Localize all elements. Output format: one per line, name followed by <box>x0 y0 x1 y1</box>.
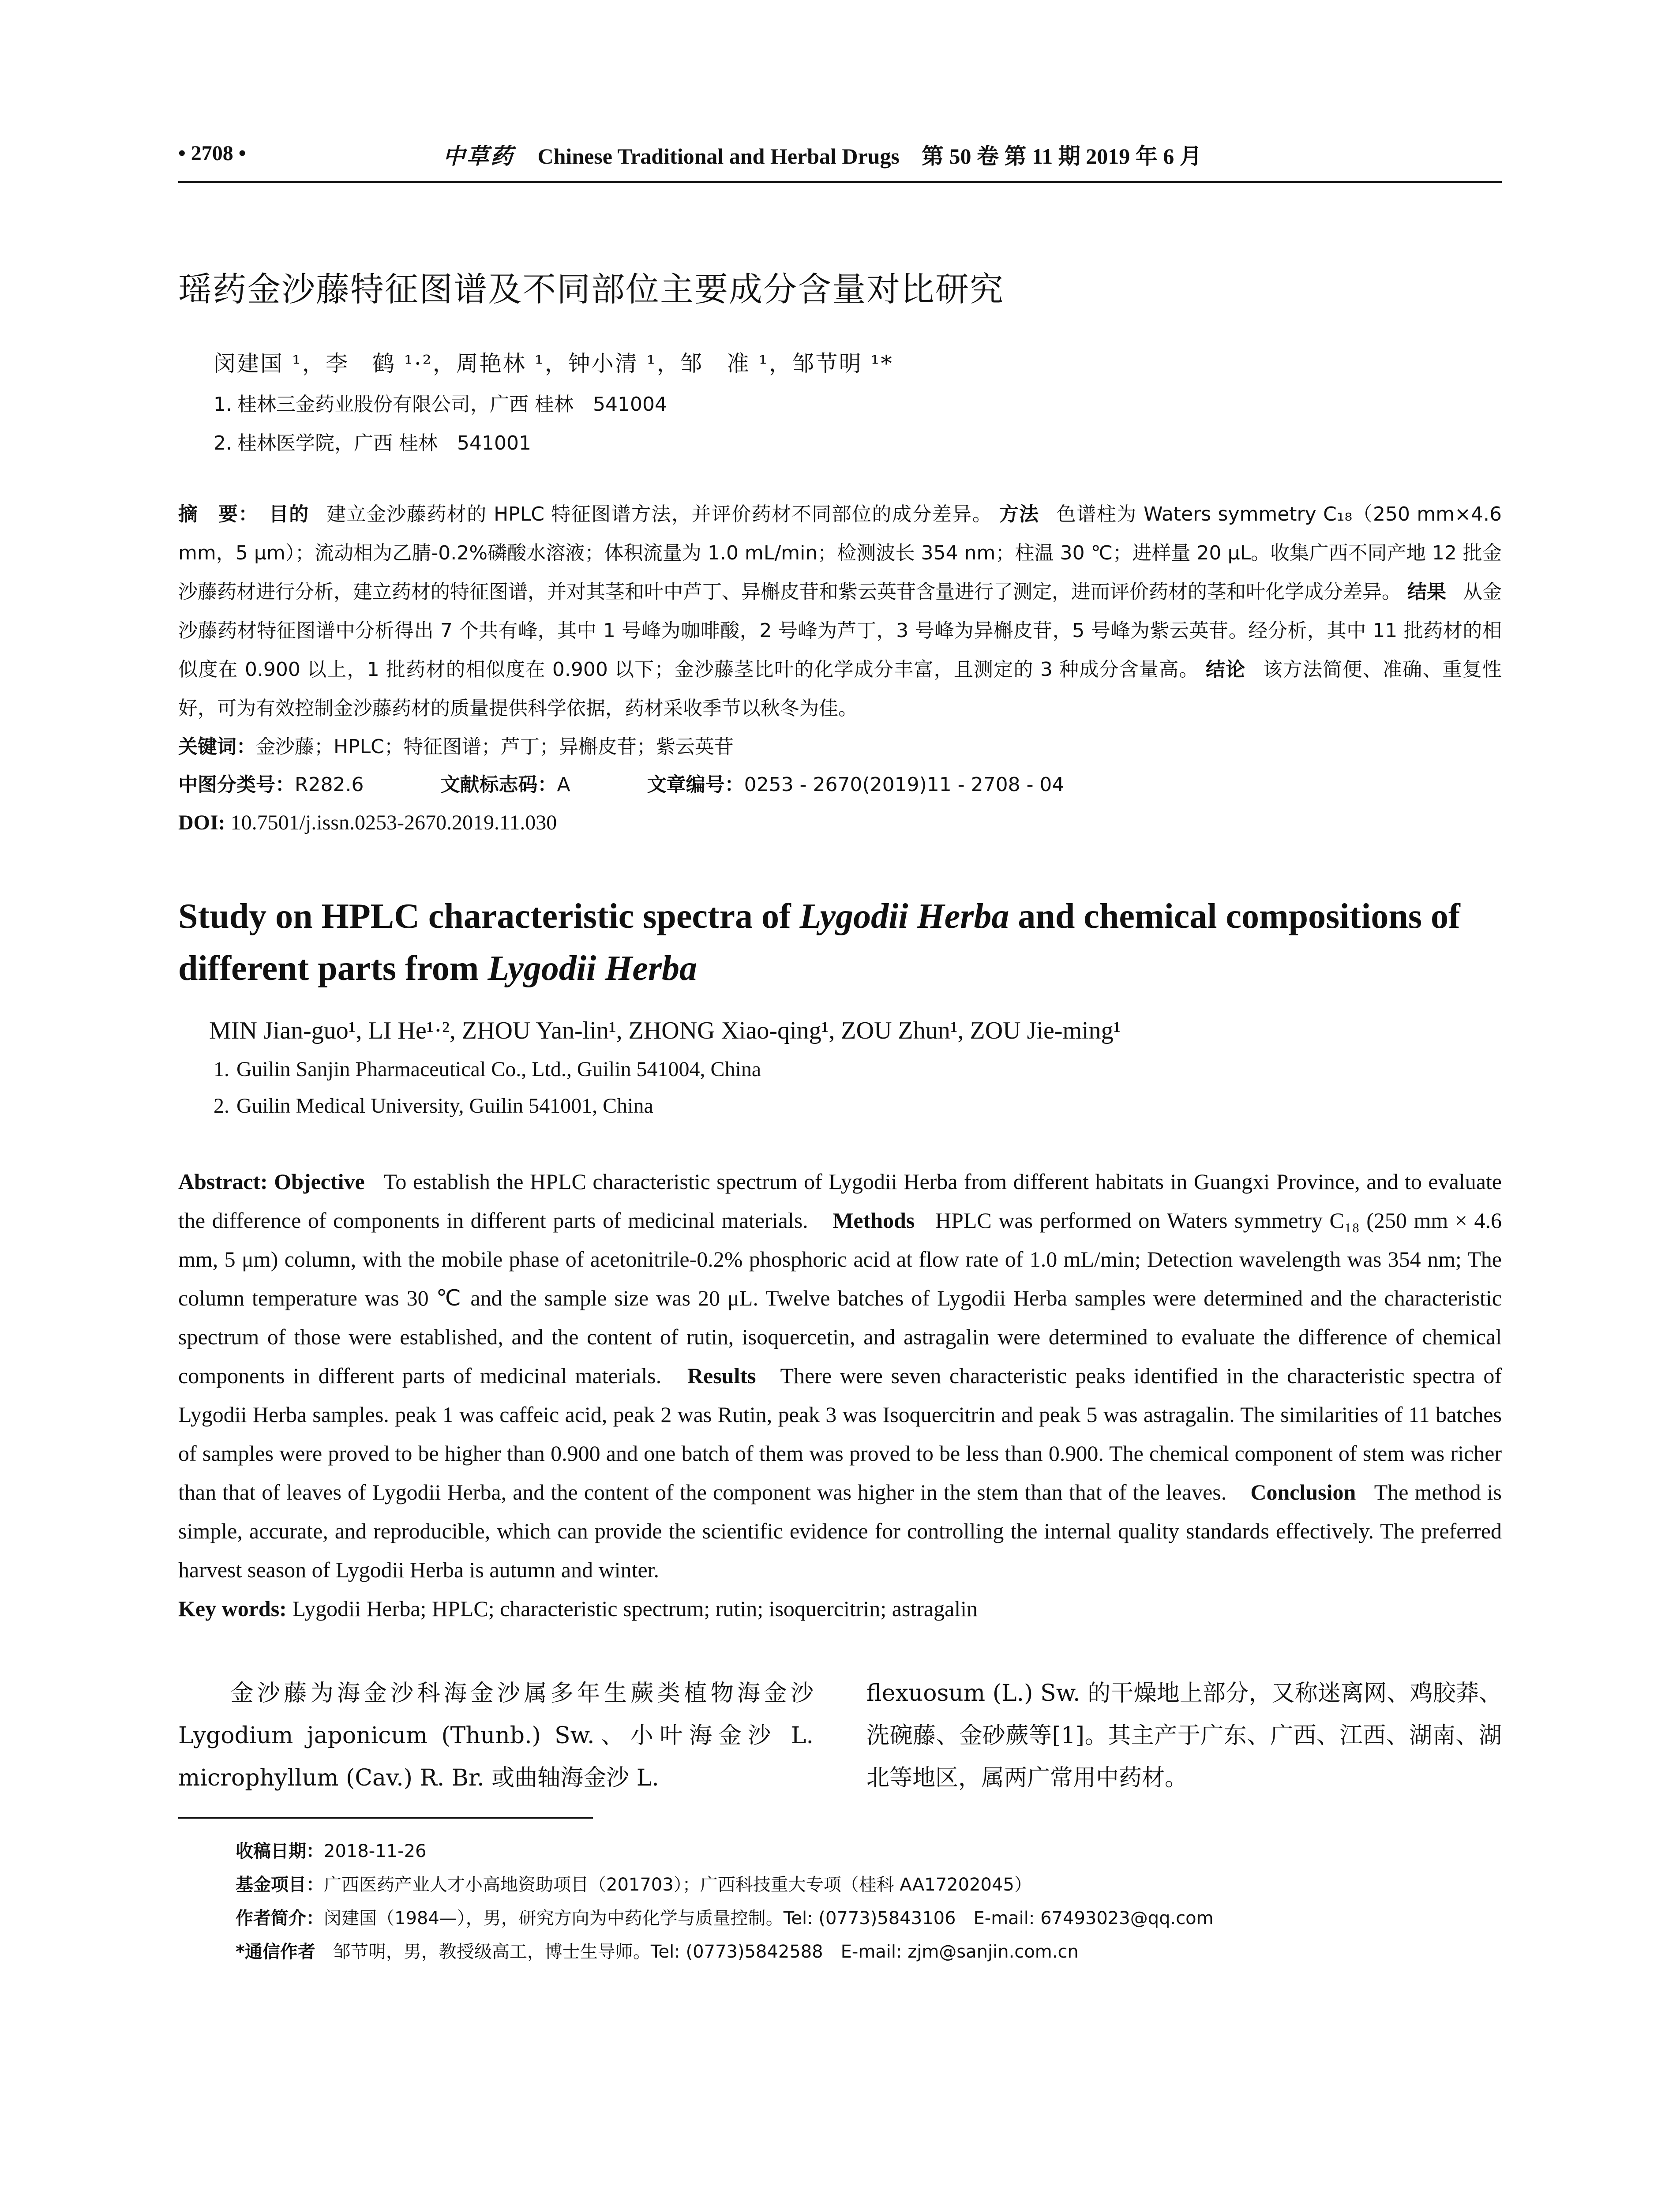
footnote-received <box>236 1835 1502 1868</box>
doi-label: DOI: <box>178 811 225 834</box>
journal-issue: 第 50 卷 第 11 期 2019 年 6 月 <box>921 144 1202 169</box>
title-en-part: and chemical compositions of different parts from <box>178 897 1460 988</box>
conclusion-label: Conclusion <box>1250 1480 1356 1504</box>
clc-label: 中图分类号： <box>178 773 295 796</box>
affiliation-en-1 <box>178 1057 1502 1081</box>
journal-name-en: Chinese Traditional and Herbal Drugs <box>537 144 900 169</box>
footnote-label: *通信作者 <box>236 1942 315 1962</box>
methods-text: HPLC was performed on Waters symmetry C₁₈ (250 mm × 4.6 mm, 5 μm) column, with the mobile phase of acetonitrile-0.2% phosphoric acid at flow rate of 1.0 mL/min; Detection wavelength was 354 nm; The column temperature was 30 ℃ and the sample size was 20 μL. Twelve batches of Lygodii Herba samples were determined and the characteristic spectrum of those were established, and the content of rutin, isoquercetin, and astragalin were determined to evaluate the difference of chemical components in different parts of medicinal materials. <box>178 1208 1502 1388</box>
methods-text: 色谱柱为 Waters symmetry C₁₈（250 mm×4.6 mm，5 μm）；流动相为乙腈-0.2%磷酸水溶液；体积流量为 1.0 mL/min；检测波长 354 nm；柱温 30 ℃；进样量 20 μL。收集广西不同产地 12 批金沙藤药材进行分析，建立药材的特征图谱，并对其茎和叶中芦丁、异槲皮苷和紫云英苷含量进行了测定，进而评价药材的茎和叶化学成分差异。 <box>178 503 1502 603</box>
keywords-label: Key words: <box>178 1596 287 1621</box>
objective-text: 建立金沙藤药材的 HPLC 特征图谱方法，并评价药材不同部位的成分差异。 <box>326 503 993 525</box>
classification-line <box>178 766 1502 804</box>
results-text: 从金沙藤药材特征图谱中分析得出 7 个共有峰，其中 1 号峰为咖啡酸，2 号峰为芦丁，3 号峰为异槲皮苷，5 号峰为紫云英苷。经分析，其中 11 批药材的相似度在 0.900 以上，1 批药材的相似度在 0.900 以下；金沙藤茎比叶的化学成分丰富，且测定的 3 种成分含量高。 <box>178 581 1502 681</box>
authors-en: MIN Jian-guo¹, LI He¹·², ZHOU Yan-lin¹, ZHONG Xiao-qing¹, ZOU Zhun¹, ZOU Jie-ming¹ <box>209 1017 1121 1044</box>
footnote-label: 基金项目： <box>236 1875 324 1895</box>
results-label: 结果 <box>1407 581 1446 603</box>
keywords-cn <box>178 728 1502 766</box>
footnote-label: 收稿日期： <box>236 1841 324 1861</box>
title-en-italic: Lygodii Herba <box>488 949 698 988</box>
doi-value[interactable]: 10.7501/j.issn.0253-2670.2019.11.030 <box>230 811 557 834</box>
body-columns <box>178 1672 1502 1799</box>
footnote-text: 邹节明，男，教授级高工，博士生导师。Tel: (0773)5842588 E-mail: zjm@sanjin.com.cn <box>315 1942 1079 1962</box>
conclusion-text: 该方法简便、准确、重复性好，可为有效控制金沙藤药材的质量提供科学依据，药材采收季节以秋冬为佳。 <box>178 658 1502 720</box>
footnote-text: 闵建国（1984—），男，研究方向为中药化学与质量控制。Tel: (0773)5843106 E-mail: 67493023@qq.com <box>324 1908 1214 1928</box>
keywords-label: 关键词： <box>178 735 256 758</box>
authors-cn: 闵建国 ¹，李 鹤 ¹·²，周艳林 ¹，钟小清 ¹，邹 准 ¹，邹节明 ¹* <box>214 351 893 376</box>
affiliation-number: 2. <box>214 1094 229 1118</box>
article-no-label: 文章编号： <box>647 773 744 796</box>
article-no-value: 0253 - 2670(2019)11 - 2708 - 04 <box>744 773 1065 796</box>
affiliation-cn-1 <box>178 388 1502 416</box>
title-en-part: Study on HPLC characteristic spectra of <box>178 897 800 936</box>
keywords-en <box>178 1589 1502 1628</box>
running-header <box>178 132 1502 183</box>
affiliation-text: Guilin Sanjin Pharmaceutical Co., Ltd., Guilin 541004, China <box>236 1058 761 1081</box>
paper-page <box>178 132 1502 1969</box>
footnote-corresponding <box>236 1935 1502 1969</box>
footnote-rule <box>178 1817 593 1819</box>
title-cn: 瑶药金沙藤特征图谱及不同部位主要成分含量对比研究 <box>178 270 1004 309</box>
conclusion-label: 结论 <box>1205 658 1246 681</box>
objective-label: Objective <box>274 1169 365 1194</box>
page-number: • 2708 • <box>178 142 246 165</box>
affiliation-number: 2. <box>214 432 232 454</box>
title-en-italic: Lygodii Herba <box>799 897 1009 936</box>
results-label: Results <box>687 1363 756 1388</box>
objective-label: 目的 <box>269 503 309 525</box>
affiliation-text: Guilin Medical University, Guilin 541001, China <box>236 1094 653 1118</box>
body-column-left <box>178 1672 814 1799</box>
results-text: There were seven characteristic peaks identified in the characteristic spectra of Lygodii Herba samples. peak 1 was caffeic acid, peak 2 was Rutin, peak 3 was Isoquercitrin and peak 5 was astragalin. The similarities of 11 batches of samples were proved to be higher than 0.900 and one batch of them was proved to be less than 0.900. The chemical component of stem was richer than that of leaves of Lygodii Herba, and the content of the component was higher in the stem than that of the leaves. <box>178 1363 1502 1504</box>
journal-logo: 中草药 <box>443 143 514 169</box>
affiliation-cn-2 <box>178 427 1502 455</box>
affiliation-text: 桂林医学院，广西 桂林 541001 <box>237 432 531 454</box>
abstract-label: 摘 要： <box>178 503 259 525</box>
journal-info <box>443 139 1502 170</box>
abstract-en <box>178 1162 1502 1589</box>
abstract-cn <box>178 495 1502 728</box>
body-text: 金沙藤为海金沙科海金沙属多年生蕨类植物海金沙 Lygodium japonicum (Thunb.) Sw.、小叶海金沙 L. microphyllum (Cav.) R. Br. 或曲轴海金沙 L. <box>178 1680 814 1791</box>
body-column-right <box>866 1672 1502 1799</box>
methods-label: Methods <box>832 1208 915 1233</box>
methods-label: 方法 <box>999 503 1039 525</box>
abstract-label: Abstract: <box>178 1169 268 1194</box>
conclusion-text: The method is simple, accurate, and reproducible, which can provide the scientific evidence for controlling the internal quality standards effectively. The preferred harvest season of Lygodii Herba is autumn and winter. <box>178 1480 1502 1582</box>
title-en <box>178 890 1502 994</box>
footnotes <box>178 1835 1502 1969</box>
footnote-funding <box>236 1868 1502 1902</box>
footnote-text: 广西医药产业人才小高地资助项目（201703）；广西科技重大专项（桂科 AA17202045） <box>324 1875 1032 1895</box>
keywords-text: 金沙藤；HPLC；特征图谱；芦丁；异槲皮苷；紫云英苷 <box>256 735 734 758</box>
affiliation-number: 1. <box>214 1058 229 1081</box>
body-text: flexuosum (L.) Sw. 的干燥地上部分，又称迷离网、鸡胶莽、洗碗藤、金砂蕨等[1]。其主产于广东、广西、江西、湖南、湖北等地区，属两广常用中药材。 <box>866 1680 1502 1791</box>
clc-value: R282.6 <box>295 773 364 796</box>
doc-code-label: 文献标志码： <box>440 773 557 796</box>
affiliation-en-2 <box>178 1094 1502 1118</box>
keywords-text: Lygodii Herba; HPLC; characteristic spectrum; rutin; isoquercitrin; astragalin <box>292 1596 978 1621</box>
affiliation-text: 桂林三金药业股份有限公司，广西 桂林 541004 <box>237 393 667 416</box>
doc-code-value: A <box>557 773 570 796</box>
footnote-author-bio <box>236 1902 1502 1935</box>
affiliation-number: 1. <box>214 393 232 416</box>
footnote-label: 作者简介： <box>236 1908 324 1928</box>
doi-line <box>178 804 1502 842</box>
objective-text: To establish the HPLC characteristic spectrum of Lygodii Herba from different habitats in Guangxi Province, and to evaluate the difference of components in different parts of medicinal materials. <box>178 1169 1502 1233</box>
footnote-text: 2018-11-26 <box>324 1841 427 1861</box>
